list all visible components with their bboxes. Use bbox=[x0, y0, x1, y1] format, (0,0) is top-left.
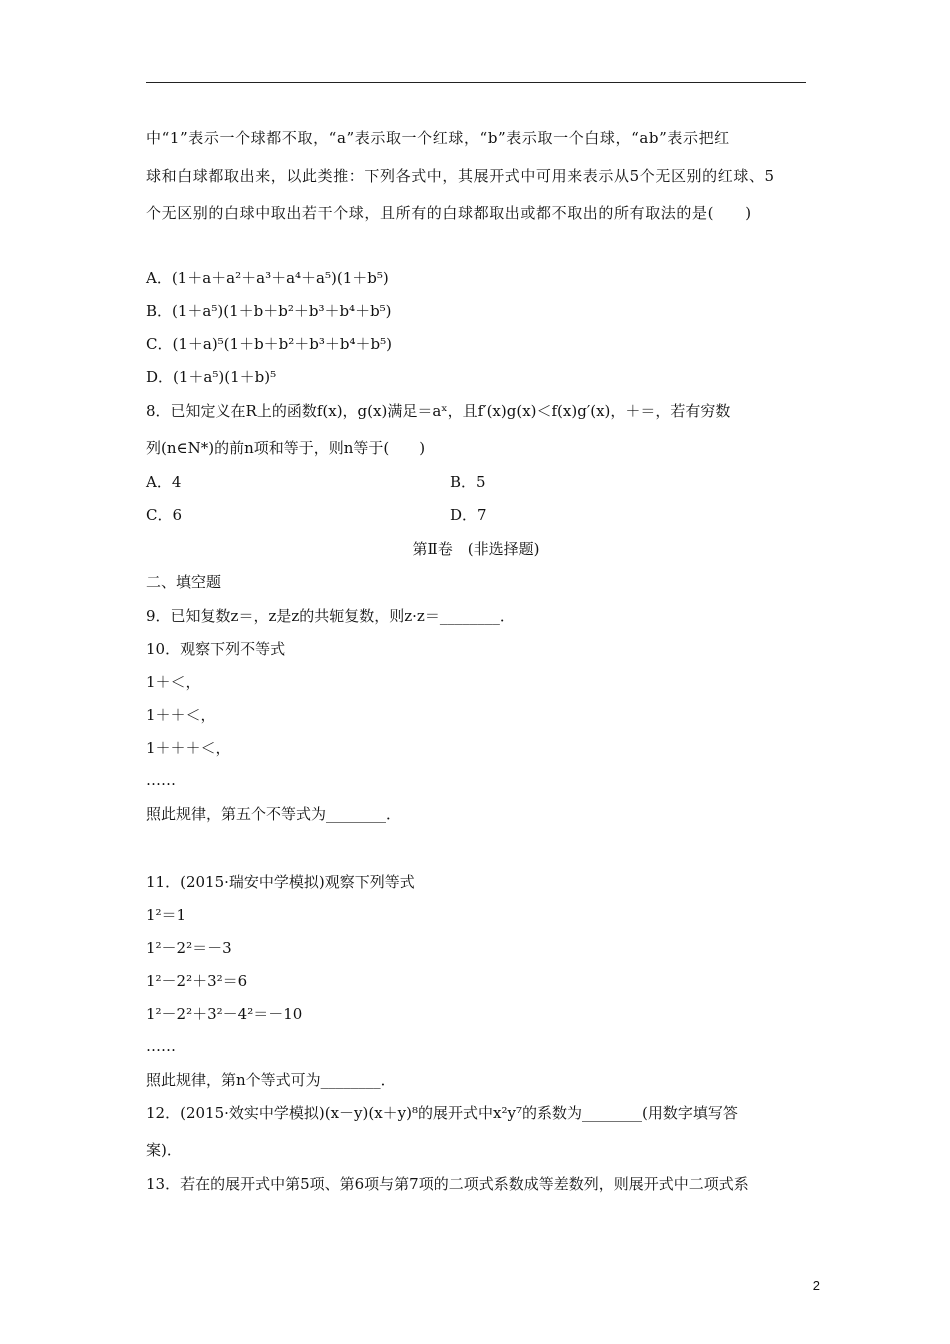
q11-ask: 照此规律，第n个等式可为________． bbox=[146, 1071, 396, 1089]
q7-stem-line-2: 球和白球都取出来，以此类推：下列各式中，其展开式中可用来表示从5个无区别的红球、5 bbox=[146, 167, 775, 185]
q7-stem-line-3: 个无区别的白球中取出若干个球，且所有的白球都取出或都不取出的所有取法的是( ) bbox=[146, 204, 752, 222]
q10-ask: 照此规律，第五个不等式为________． bbox=[146, 805, 402, 823]
q10-line-3: 1＋＋＋＜， bbox=[146, 739, 231, 757]
q8-stem-line-2: 列(n∈N*)的前n项和等于，则n等于( ) bbox=[146, 439, 426, 457]
q9: 9．已知复数z＝，z是z的共轭复数，则z·z＝________． bbox=[146, 607, 515, 625]
q12-line-1: 12．(2015·效实中学模拟)(x－y)(x＋y)⁸的展开式中x²y⁷的系数为________(用数字填写答 bbox=[146, 1104, 738, 1122]
q8-stem-line-1: 8．已知定义在R上的函数f(x)，g(x)满足＝aˣ，且f′(x)g(x)＜f(x)g′(x)，＋＝，若有穷数 bbox=[146, 402, 731, 420]
header-rule bbox=[146, 82, 806, 83]
part2-title: 第Ⅱ卷 (非选择题) bbox=[412, 540, 540, 558]
q7-option-b: B．(1＋a⁵)(1＋b＋b²＋b³＋b⁴＋b⁵) bbox=[146, 302, 392, 320]
q13: 13．若在的展开式中第5项、第6项与第7项的二项式系数成等差数列，则展开式中二项式系 bbox=[146, 1175, 749, 1193]
page-number: 2 bbox=[812, 1278, 820, 1293]
q11-line-5: …… bbox=[146, 1037, 176, 1055]
q7-option-c: C．(1＋a)⁵(1＋b＋b²＋b³＋b⁴＋b⁵) bbox=[146, 335, 392, 353]
q8-option-b: B．5 bbox=[450, 473, 486, 491]
q7-stem-line-1: 中“1”表示一个球都不取，“a”表示取一个红球，“b”表示取一个白球，“ab”表示把红 bbox=[146, 129, 730, 147]
q7-option-d: D．(1＋a⁵)(1＋b)⁵ bbox=[146, 368, 277, 386]
q8-option-a: A．4 bbox=[146, 473, 182, 491]
q10-line-4: …… bbox=[146, 771, 176, 789]
q12-line-2: 案)． bbox=[146, 1141, 182, 1159]
q11-line-1: 1²＝1 bbox=[146, 906, 187, 924]
q10-line-1: 1＋＜， bbox=[146, 673, 201, 691]
q11-line-2: 1²－2²＝－3 bbox=[146, 939, 232, 957]
q8-option-c: C．6 bbox=[146, 506, 183, 524]
q7-option-a: A．(1＋a＋a²＋a³＋a⁴＋a⁵)(1＋b⁵) bbox=[146, 269, 389, 287]
q10-line-2: 1＋＋＜， bbox=[146, 706, 216, 724]
q11-line-3: 1²－2²＋3²＝6 bbox=[146, 972, 248, 990]
q11-line-4: 1²－2²＋3²－4²＝－10 bbox=[146, 1005, 303, 1023]
section-title: 二、填空题 bbox=[146, 573, 222, 591]
q10-stem: 10．观察下列不等式 bbox=[146, 640, 286, 658]
q11-stem: 11．(2015·瑞安中学模拟)观察下列等式 bbox=[146, 873, 415, 891]
q8-option-d: D．7 bbox=[450, 506, 487, 524]
